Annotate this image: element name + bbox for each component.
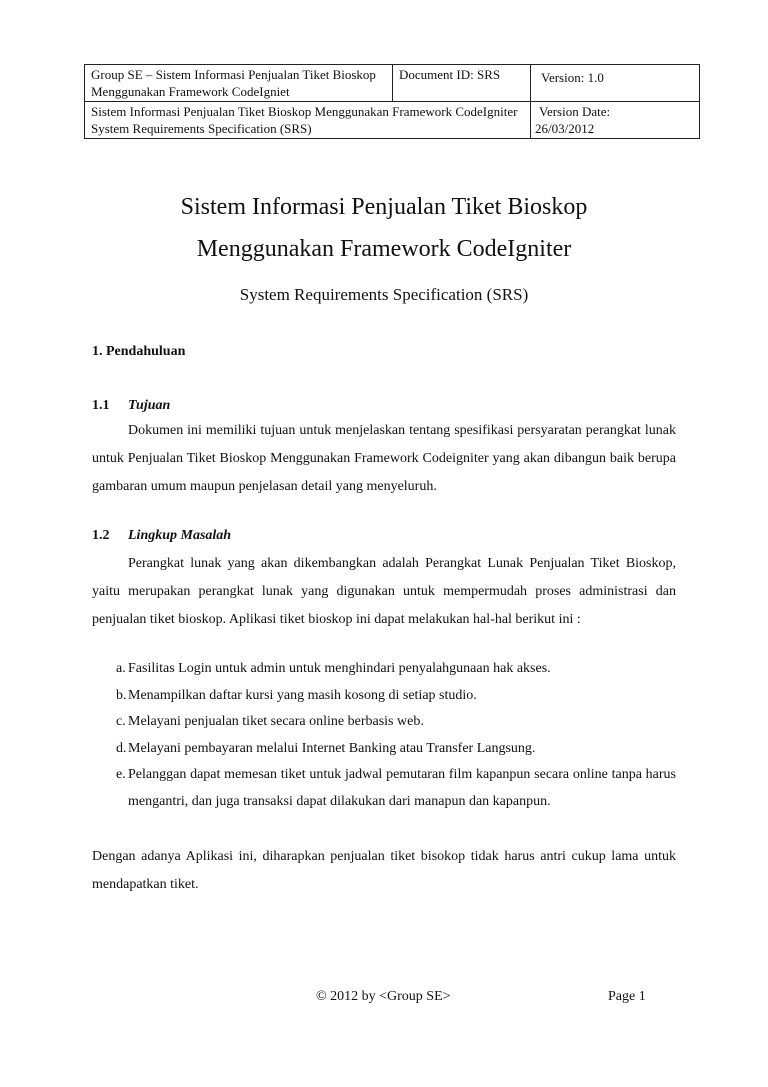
list-item-text: Melayani penjualan tiket secara online berbasis web. [128, 714, 424, 729]
subsection-number: 1.2 [92, 528, 110, 543]
version-date-value: 26/03/2012 [535, 121, 595, 136]
list-marker: a. [116, 661, 126, 676]
list-marker: c. [116, 714, 126, 729]
list-marker: d. [116, 740, 127, 756]
list-marker: b. [116, 687, 127, 703]
subsection-heading-lingkup-masalah [92, 527, 231, 545]
version-text: Version: 1.0 [541, 70, 604, 85]
project-title-cell: Group SE – Sistem Informasi Penjualan Tiket Bioskop Menggunakan Framework CodeIgniet [85, 65, 393, 102]
feature-list [92, 656, 676, 815]
version-cell [531, 65, 700, 102]
section-heading-pendahuluan: 1. Pendahuluan [92, 344, 186, 359]
subsection-number: 1.1 [92, 398, 110, 413]
subsection-title: Lingkup Masalah [128, 528, 232, 543]
tujuan-paragraph: Dokumen ini memiliki tujuan untuk menjelaskan tentang spesifikasi persyaratan perangkat lunak untuk Penjualan Tiket Bioskop Menggunakan Framework Codeigniter yang akan dibangun baik berupa gambaran umum maupun penjelasan detail yang menyeluruh. [92, 423, 676, 494]
list-marker: e. [116, 767, 126, 782]
document-title-line-2: Menggunakan Framework CodeIgniter [196, 236, 572, 262]
footer-page-number: Page 1 [608, 989, 646, 1004]
list-item-text: Fasilitas Login untuk admin untuk menghindari penyalahgunaan hak akses. [128, 661, 551, 676]
list-item-text: Melayani pembayaran melalui Internet Banking atau Transfer Langsung. [128, 740, 536, 756]
document-title-line-1: Sistem Informasi Penjualan Tiket Bioskop [180, 194, 588, 220]
version-date-cell [531, 102, 700, 139]
footer-copyright: © 2012 by <Group SE> [316, 989, 451, 1004]
closing-paragraph: Dengan adanya Aplikasi ini, diharapkan penjualan tiket bisokop tidak harus antri cukup lama untuk mendapatkan tiket. [92, 849, 676, 892]
document-id-cell: Document ID: SRS [393, 65, 531, 102]
document-title-cell: Sistem Informasi Penjualan Tiket Bioskop Menggunakan Framework CodeIgniter System Requirements Specification (SRS) [85, 102, 531, 139]
lingkup-masalah-paragraph: Perangkat lunak yang akan dikembangkan adalah Perangkat Lunak Penjualan Tiket Bioskop, yaitu merupakan perangkat lunak yang digunakan untuk mempermudah proses administrasi dan penjualan tiket bioskop. Aplikasi tiket bioskop ini dapat melakukan hal-hal berikut ini : [92, 556, 676, 627]
version-date-label: Version Date: [539, 104, 611, 119]
list-item-text: Menampilkan daftar kursi yang masih kosong di setiap studio. [128, 687, 477, 703]
list-item [92, 656, 676, 683]
list-item [92, 709, 676, 736]
list-item [92, 762, 676, 815]
document-header-table [84, 64, 700, 139]
document-subtitle: System Requirements Specification (SRS) [239, 285, 529, 304]
list-item-text: Pelanggan dapat memesan tiket untuk jadwal pemutaran film kapanpun secara online tanpa harus mengantri, dan juga transaksi dapat dilakukan dari manapun dan kapanpun. [128, 767, 676, 809]
list-item [92, 736, 676, 763]
subsection-title: Tujuan [128, 398, 171, 413]
subsection-heading-tujuan [92, 397, 170, 415]
list-item [92, 683, 676, 710]
